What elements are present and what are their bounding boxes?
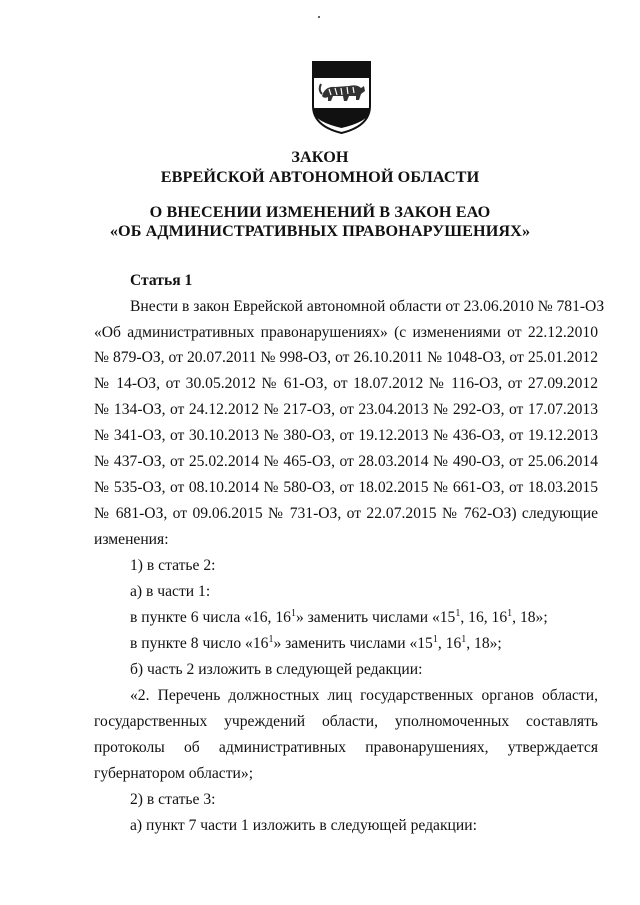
quote-line-1: государственных учреждений области, уполномоченных составлять [94,713,598,730]
intro-line-0: Внести в закон Еврейской автономной области от 23.06.2010 № 781-ОЗ [130,298,605,315]
intro-line-9: изменения: [94,531,169,548]
article-heading: Статья 1 [130,272,193,289]
quote-line-3: губернатором области»; [94,765,254,782]
intro-line-5: № 341-ОЗ, от 30.10.2013 № 380-ОЗ, от 19.12.2013 № 436-ОЗ, от 19.12.2013 [94,427,598,444]
item-2a: а) пункт 7 части 1 изложить в следующей редакции: [130,817,477,834]
scan-speck [318,16,320,18]
item-1a: а) в части 1: [130,583,211,600]
intro-line-8: № 681-ОЗ, от 09.06.2015 № 731-ОЗ, от 22.07.2015 № 762-ОЗ) следующие [94,505,598,522]
item-1b: б) часть 2 изложить в следующей редакции: [130,661,423,678]
point-8-line: в пункте 8 число «$16^1$» заменить числами «$15^1$, $16^1$, 18»; [130,634,502,652]
quote-line-2: протоколы об административных правонарушениях, утверждается [94,739,598,756]
doc-subtitle-1: О ВНЕСЕНИИ ИЗМЕНЕНИЙ В ЗАКОН ЕАО [149,203,491,221]
point-6-line: в пункте 6 числа «16, $16^1$» заменить числами «$15^1$, 16, $16^1$, 18»; [130,608,548,626]
intro-line-2: № 879-ОЗ, от 20.07.2011 № 998-ОЗ, от 26.10.2011 № 1048-ОЗ, от 25.01.2012 [94,349,598,366]
intro-line-4: № 134-ОЗ, от 24.12.2012 № 217-ОЗ, от 23.04.2013 № 292-ОЗ, от 17.07.2013 [94,401,598,418]
intro-line-1: «Об административных правонарушениях» (с изменениями от 22.12.2010 [94,324,598,341]
doc-subtitle-2: «ОБ АДМИНИСТРАТИВНЫХ ПРАВОНАРУШЕНИЯХ» [109,222,531,240]
quote-line-0: «2. Перечень должностных лиц государственных органов области, [130,687,598,704]
intro-line-3: № 14-ОЗ, от 30.05.2012 № 61-ОЗ, от 18.07.2012 № 116-ОЗ, от 27.09.2012 [94,375,598,392]
intro-line-7: № 535-ОЗ, от 08.10.2014 № 580-ОЗ, от 18.02.2015 № 661-ОЗ, от 18.03.2015 [94,479,598,496]
doc-title-region: ЕВРЕЙСКОЙ АВТОНОМНОЙ ОБЛАСТИ [160,168,480,186]
item-2: 2) в статье 3: [130,791,216,808]
coat-of-arms-icon [309,56,374,136]
doc-title-law: ЗАКОН [291,148,349,166]
item-1: 1) в статье 2: [130,557,216,574]
intro-line-6: № 437-ОЗ, от 25.02.2014 № 465-ОЗ, от 28.03.2014 № 490-ОЗ, от 25.06.2014 [94,453,598,470]
